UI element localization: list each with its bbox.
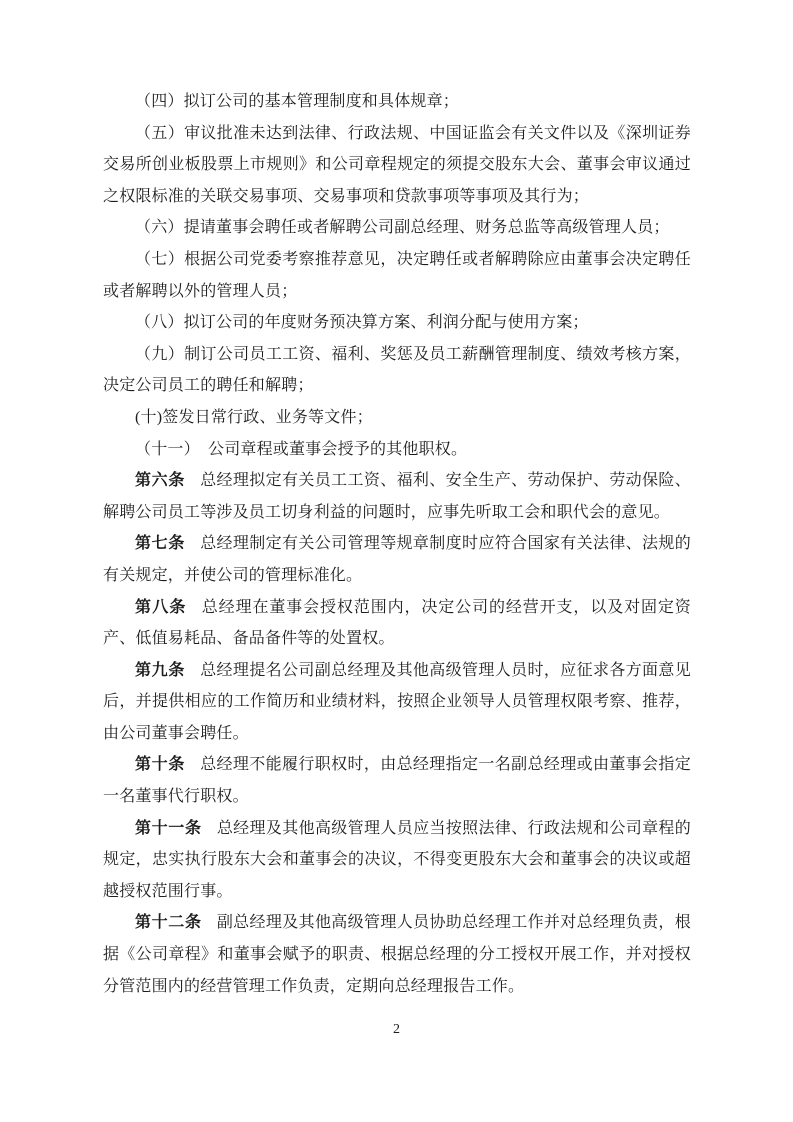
article-paragraph	[103, 813, 691, 908]
article-text: 总经理提名公司副总经理及其他高级管理人员时，应征求各方面意见后，并提供相应的工作简历和业绩材料，按照企业领导人员管理权限考察、推荐，由公司董事会聘任。	[103, 661, 691, 742]
document-body	[103, 86, 691, 1002]
list-item-paragraph: (十)签发日常行政、业务等文件；	[135, 408, 373, 426]
list-item-paragraph: （六）提请董事会聘任或者解聘公司副总经理、财务总监等高级管理人员；	[135, 219, 670, 237]
article-number: 第七条	[135, 535, 185, 553]
article-text: 总经理不能履行职权时，由总经理指定一名副总经理或由董事会指定一名董事代行职权。	[103, 756, 691, 806]
article-number: 第十一条	[135, 819, 202, 837]
article-text: 总经理及其他高级管理人员应当按照法律、行政法规和公司章程的规定，忠实执行股东大会和董事会的决议，不得变更股东大会和董事会的决议或超越授权范围行事。	[103, 819, 691, 900]
article-paragraph	[103, 465, 691, 528]
list-item-paragraph: （八）拟订公司的年度财务预决算方案、利润分配与使用方案；	[135, 314, 589, 332]
article-number: 第八条	[135, 598, 187, 616]
article-paragraph	[103, 749, 691, 812]
article-paragraph	[103, 592, 691, 655]
article-number: 第九条	[135, 661, 185, 679]
article-paragraph	[103, 655, 691, 750]
article-paragraph	[103, 528, 691, 591]
list-item-paragraph: （九）制订公司员工工资、福利、奖惩及员工薪酬管理制度、绩效考核方案，决定公司员工的聘任和解聘；	[103, 345, 691, 395]
list-item-paragraph: （十一） 公司章程或董事会授予的其他职权。	[135, 440, 468, 458]
article-paragraph	[103, 907, 691, 1002]
list-item-paragraph: （七）根据公司党委考察推荐意见，决定聘任或者解聘除应由董事会决定聘任或者解聘以外的管理人员；	[103, 250, 691, 300]
article-text: 总经理在董事会授权范围内，决定公司的经营开支，以及对固定资产、低值易耗品、备品备件等的处置权。	[103, 598, 691, 648]
article-number: 第十条	[135, 756, 185, 774]
article-text: 总经理制定有关公司管理等规章制度时应符合国家有关法律、法规的有关规定，并使公司的管理标准化。	[103, 535, 691, 584]
article-text: 总经理拟定有关员工工资、福利、安全生产、劳动保护、劳动保险、解聘公司员工等涉及员工切身利益的问题时，应事先听取工会和职代会的意见。	[103, 472, 691, 521]
page-number: 2	[393, 1022, 400, 1037]
article-number: 第十二条	[135, 914, 202, 932]
list-item-paragraph: （五）审议批准未达到法律、行政法规、中国证监会有关文件以及《深圳证券交易所创业板股票上市规则》和公司章程规定的须提交股东大会、董事会审议通过之权限标准的关联交易事项、交易事项和贷款事项等事项及其行为；	[103, 124, 691, 205]
list-item-paragraph: （四）拟订公司的基本管理制度和具体规章；	[135, 93, 460, 110]
article-number: 第六条	[135, 472, 185, 490]
article-text: 副总经理及其他高级管理人员协助总经理工作并对总经理负责，根据《公司章程》和董事会赋予的职责、根据总经理的分工授权开展工作，并对授权分管范围内的经营管理工作负责，定期向总经理报告工作。	[103, 914, 691, 995]
